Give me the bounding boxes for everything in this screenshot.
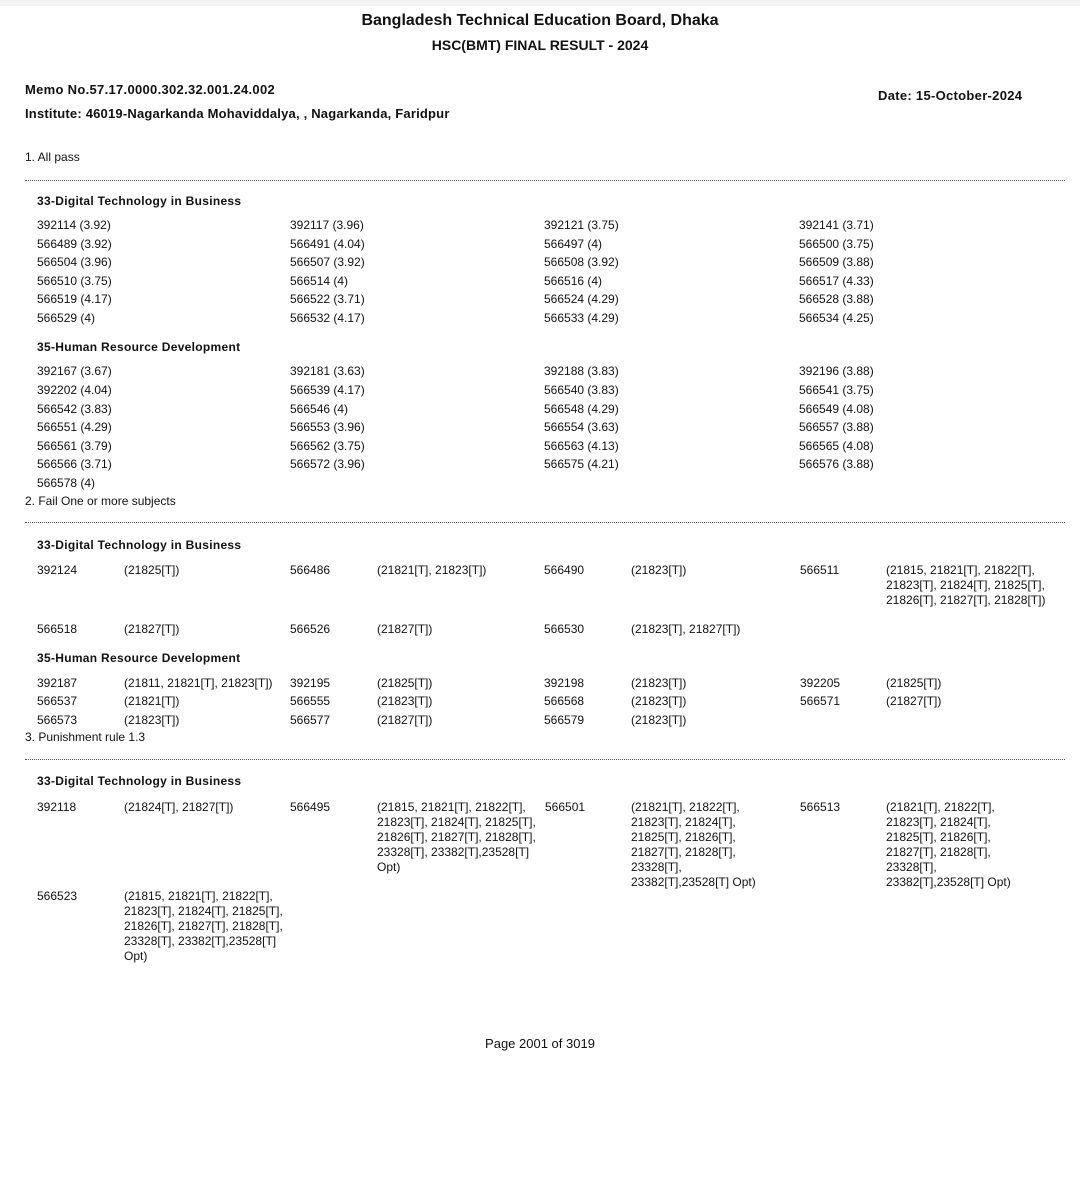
pass-result: 566504 (3.96) (37, 255, 112, 269)
pass-result: 566532 (4.17) (290, 311, 365, 325)
pass-result: 566517 (4.33) (799, 274, 874, 288)
pass-result: 392141 (3.71) (799, 218, 874, 232)
page-top-edge (0, 0, 1080, 6)
pass-result: 566542 (3.83) (37, 402, 112, 416)
pass-result: 392167 (3.67) (37, 364, 112, 378)
fail-roll: 566526 (290, 622, 331, 636)
section-divider (25, 759, 1065, 760)
fail-subjects: (21823[T]) (377, 694, 433, 708)
punished-subjects: (21824[T], 21827[T]) (124, 800, 234, 814)
punished-subjects: (21815, 21821[T], 21822[T], 21823[T], 21824[T], 21825[T], 21826[T], 21827[T], 21828[T], 23328[T], 23382[T],23528[T] Opt) (124, 889, 283, 963)
punished-subjects: (21821[T], 21822[T], 21823[T], 21824[T], 21825[T], 21826[T], 21827[T], 21828[T], 23328[T], 23382[T],23528[T] Opt) (631, 800, 756, 889)
pass-result: 566533 (4.29) (544, 311, 619, 325)
pass-result: 566548 (4.29) (544, 402, 619, 416)
fail-roll: 392205 (800, 676, 841, 690)
fail-roll: 392187 (37, 676, 78, 690)
fail-subjects: (21821[T]) (124, 694, 180, 708)
pass-result: 566522 (3.71) (290, 292, 365, 306)
punished-subjects: (21821[T], 21822[T], 21823[T], 21824[T], 21825[T], 21826[T], 21827[T], 21828[T], 23328[T], 23382[T],23528[T] Opt) (886, 800, 1011, 889)
board-title: Bangladesh Technical Education Board, Dhaka (361, 12, 719, 29)
pass-result: 566510 (3.75) (37, 274, 112, 288)
fail-subjects: (21827[T]) (377, 622, 433, 636)
subject-title: 33-Digital Technology in Business (37, 194, 242, 208)
pass-result: 566508 (3.92) (544, 255, 619, 269)
fail-roll: 566518 (37, 622, 78, 636)
fail-subjects: (21823[T], 21827[T]) (631, 622, 741, 636)
institute-name: Institute: 46019-Nagarkanda Mohaviddalya, , Nagarkanda, Faridpur (25, 106, 450, 121)
pass-result: 566557 (3.88) (799, 420, 874, 434)
fail-subjects: (21823[T]) (631, 694, 687, 708)
pass-result: 566546 (4) (290, 402, 349, 416)
pass-result: 566540 (3.83) (544, 383, 619, 397)
pass-result: 566529 (4) (37, 311, 96, 325)
subject-title: 35-Human Resource Development (37, 651, 241, 665)
pass-result: 566562 (3.75) (290, 439, 365, 453)
fail-subjects: (21825[T]) (124, 563, 180, 577)
fail-roll: 392195 (290, 676, 331, 690)
fail-subjects: (21827[T]) (886, 694, 942, 708)
fail-subjects: (21823[T]) (124, 713, 180, 727)
issue-date: Date: 15-October-2024 (878, 88, 1023, 103)
memo-number: Memo No.57.17.0000.302.32.001.24.002 (25, 82, 276, 97)
fail-subjects: (21811, 21821[T], 21823[T]) (124, 676, 273, 690)
fail-subjects: (21823[T]) (631, 563, 687, 577)
fail-roll: 566490 (544, 563, 585, 577)
pass-result: 392121 (3.75) (544, 218, 619, 232)
fail-roll: 392124 (37, 563, 78, 577)
pass-result: 392181 (3.63) (290, 364, 365, 378)
fail-roll: 392198 (544, 676, 585, 690)
fail-subjects: (21821[T], 21823[T]) (377, 563, 487, 577)
pass-result: 566524 (4.29) (544, 292, 619, 306)
pass-result: 392114 (3.92) (37, 218, 111, 232)
pass-result: 566541 (3.75) (799, 383, 874, 397)
pass-result: 566514 (4) (290, 274, 349, 288)
fail-roll: 566511 (800, 563, 840, 577)
pass-result: 566497 (4) (544, 237, 603, 251)
fail-subjects: (21823[T]) (631, 713, 687, 727)
pass-result: 566561 (3.79) (37, 439, 112, 453)
fail-roll: 566577 (290, 713, 331, 727)
fail-subjects: (21825[T]) (886, 676, 942, 690)
fail-roll: 566486 (290, 563, 331, 577)
pass-result: 392202 (4.04) (37, 383, 112, 397)
pass-result: 566578 (4) (37, 476, 96, 490)
fail-subjects: (21827[T]) (377, 713, 433, 727)
punished-roll: 566495 (290, 800, 331, 814)
pass-result: 566491 (4.04) (290, 237, 365, 251)
punished-roll: 566513 (800, 800, 841, 814)
pass-result: 566575 (4.21) (544, 457, 619, 471)
section-heading-punishment: 3. Punishment rule 1.3 (25, 730, 146, 744)
fail-subjects: (21823[T]) (631, 676, 687, 690)
pass-result: 392188 (3.83) (544, 364, 619, 378)
pass-result: 566534 (4.25) (799, 311, 874, 325)
pass-result: 566572 (3.96) (290, 457, 365, 471)
pass-result: 566549 (4.08) (799, 402, 874, 416)
section-divider (25, 522, 1065, 523)
pass-result: 566554 (3.63) (544, 420, 619, 434)
pass-result: 392196 (3.88) (799, 364, 874, 378)
fail-roll: 566568 (544, 694, 585, 708)
fail-roll: 566579 (544, 713, 585, 727)
pass-result: 566507 (3.92) (290, 255, 365, 269)
section-heading-all-pass: 1. All pass (25, 150, 80, 164)
pass-result: 566489 (3.92) (37, 237, 112, 251)
fail-roll: 566537 (37, 694, 78, 708)
pass-result: 566565 (4.08) (799, 439, 874, 453)
punished-roll: 392118 (37, 800, 77, 814)
pass-result: 566516 (4) (544, 274, 603, 288)
section-divider (25, 180, 1065, 181)
fail-roll: 566571 (800, 694, 841, 708)
fail-subjects: (21815, 21821[T], 21822[T], 21823[T], 21824[T], 21825[T], 21826[T], 21827[T], 21828[T]) (886, 563, 1046, 607)
exam-title: HSC(BMT) FINAL RESULT - 2024 (431, 37, 649, 53)
page-number: Page 2001 of 3019 (485, 1036, 595, 1051)
subject-title: 33-Digital Technology in Business (37, 774, 242, 788)
pass-result: 566539 (4.17) (290, 383, 365, 397)
pass-result: 392117 (3.96) (290, 218, 364, 232)
pass-result: 566576 (3.88) (799, 457, 874, 471)
pass-result: 566566 (3.71) (37, 457, 112, 471)
pass-result: 566563 (4.13) (544, 439, 619, 453)
pass-result: 566519 (4.17) (37, 292, 112, 306)
subject-title: 33-Digital Technology in Business (37, 538, 242, 552)
fail-subjects: (21825[T]) (377, 676, 433, 690)
fail-roll: 566573 (37, 713, 78, 727)
subject-title: 35-Human Resource Development (37, 340, 241, 354)
punished-roll: 566501 (545, 800, 586, 814)
pass-result: 566553 (3.96) (290, 420, 365, 434)
section-heading-fail: 2. Fail One or more subjects (25, 494, 176, 508)
punished-roll: 566523 (37, 889, 78, 903)
fail-roll: 566555 (290, 694, 331, 708)
punished-subjects: (21815, 21821[T], 21822[T], 21823[T], 21824[T], 21825[T], 21826[T], 21827[T], 21828[T], 23328[T], 23382[T],23528[T] Opt) (377, 800, 536, 874)
fail-roll: 566530 (544, 622, 585, 636)
pass-result: 566509 (3.88) (799, 255, 874, 269)
pass-result: 566500 (3.75) (799, 237, 874, 251)
fail-subjects: (21827[T]) (124, 622, 180, 636)
pass-result: 566528 (3.88) (799, 292, 874, 306)
pass-result: 566551 (4.29) (37, 420, 112, 434)
